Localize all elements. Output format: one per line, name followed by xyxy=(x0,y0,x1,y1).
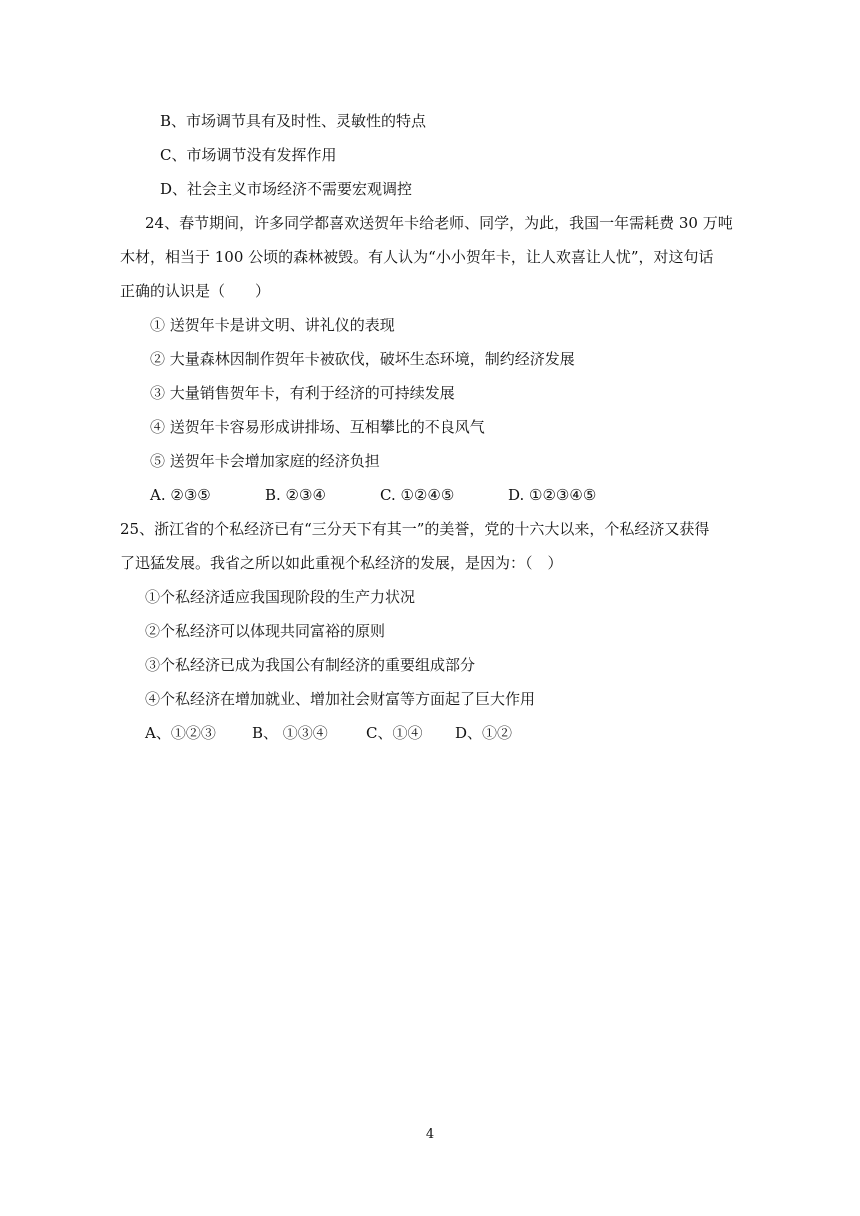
q23-option-c: C、市场调节没有发挥作用 xyxy=(160,146,337,164)
q23-option-b: B、市场调节具有及时性、灵敏性的特点 xyxy=(160,112,427,130)
q24-statement-4: ④ 送贺年卡容易形成讲排场、互相攀比的不良风气 xyxy=(150,418,485,436)
q24-stem-line-2: 木材，相当于 100 公顷的森林被毁。有人认为“小小贺年卡，让人欢喜让人忧”，对这句话 xyxy=(120,248,714,266)
q24-statement-2: ② 大量森林因制作贺年卡被砍伐，破坏生态环境，制约经济发展 xyxy=(150,350,575,368)
page-number: 4 xyxy=(425,1127,435,1142)
q24-choice-a: A. ②③⑤ xyxy=(150,486,211,504)
q25-choice-b: B、 ①③④ xyxy=(252,724,328,742)
q24-choice-d: D. ①②③④⑤ xyxy=(508,486,597,504)
q25-statement-3: ③个私经济已成为我国公有制经济的重要组成部分 xyxy=(145,656,476,674)
q24-statement-1: ① 送贺年卡是讲文明、讲礼仪的表现 xyxy=(150,316,395,334)
q24-stem-line-1: 24、春节期间，许多同学都喜欢送贺年卡给老师、同学，为此，我国一年需耗费 30 万吨 xyxy=(145,214,733,232)
q25-choice-a: A、①②③ xyxy=(145,724,216,742)
q24-statement-3: ③ 大量销售贺年卡，有利于经济的可持续发展 xyxy=(150,384,455,402)
q24-choice-b: B. ②③④ xyxy=(265,486,326,504)
q25-statement-1: ①个私经济适应我国现阶段的生产力状况 xyxy=(145,588,416,606)
q25-choice-c: C、①④ xyxy=(366,724,423,742)
q24-statement-5: ⑤ 送贺年卡会增加家庭的经济负担 xyxy=(150,452,380,470)
q25-stem-line-2: 了迅猛发展。我省之所以如此重视个私经济的发展，是因为：（ ） xyxy=(120,554,563,572)
q25-statement-4: ④个私经济在增加就业、增加社会财富等方面起了巨大作用 xyxy=(145,690,536,708)
q24-stem-line-3: 正确的认识是（ ） xyxy=(120,282,271,300)
q25-statement-2: ②个私经济可以体现共同富裕的原则 xyxy=(145,622,386,640)
q24-choice-c: C. ①②④⑤ xyxy=(380,486,455,504)
q25-choice-d: D、①② xyxy=(455,724,513,742)
q25-stem-line-1: 25、浙江省的个私经济已有“三分天下有其一”的美誉，党的十六大以来，个私经济又获得 xyxy=(120,520,710,538)
q23-option-d: D、社会主义市场经济不需要宏观调控 xyxy=(160,180,413,198)
